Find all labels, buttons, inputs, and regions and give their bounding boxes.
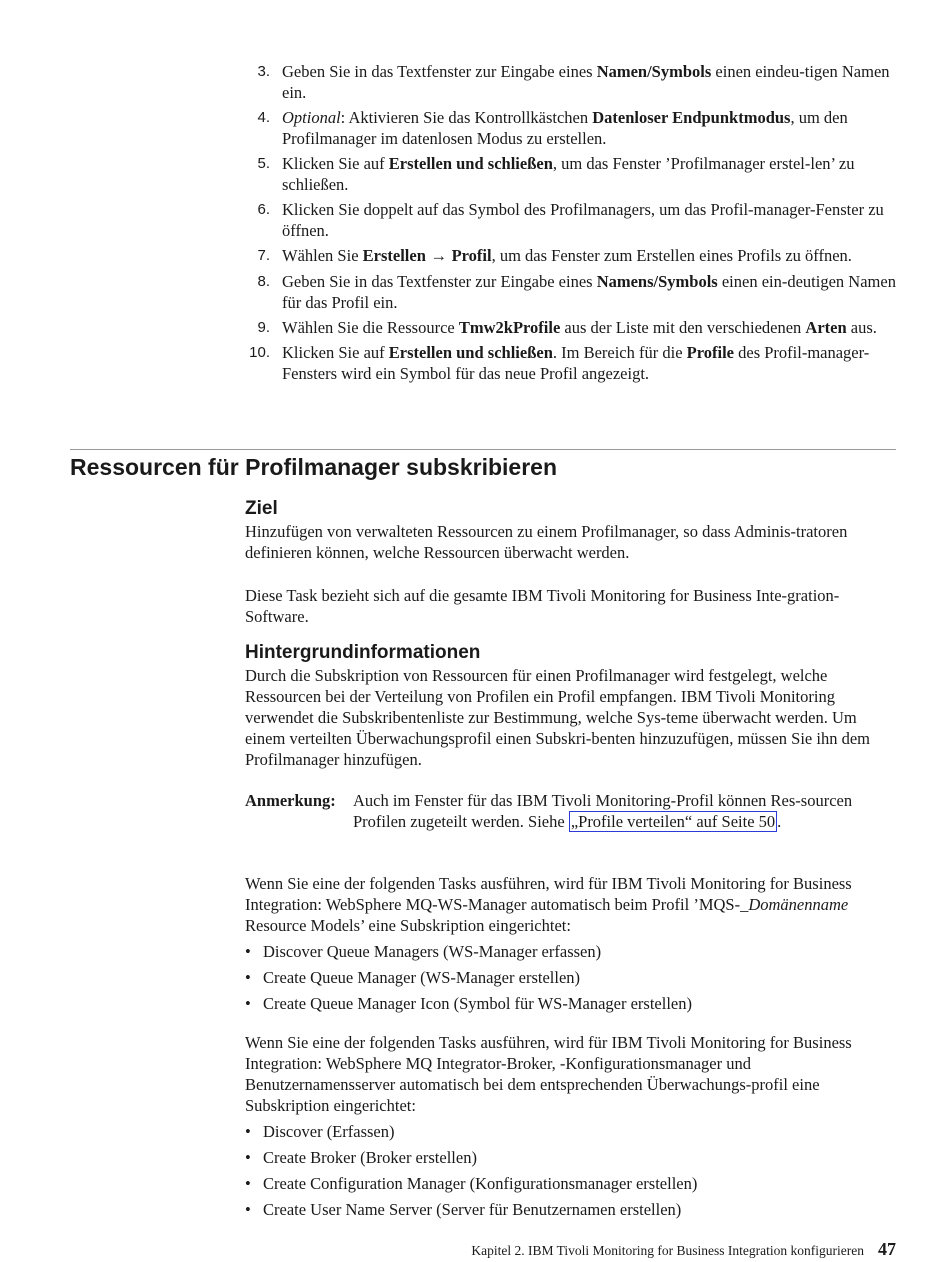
cross-reference-link[interactable]: „Profile verteilen“ auf Seite 50: [570, 812, 776, 831]
step-6: 6. Klicken Sie doppelt auf das Symbol des Profilmanagers, um das Profil-manager-Fenster zu öffnen.: [240, 199, 900, 241]
list-item: • Create Queue Manager (WS-Manager erstellen): [245, 968, 581, 987]
list-item: • Create User Name Server (Server für Benutzernamen erstellen): [245, 1200, 682, 1219]
note-label: Anmerkung:: [245, 791, 336, 810]
ziel-heading: Ziel: [245, 498, 278, 519]
step-number: 9.: [257, 319, 270, 336]
step-number: 8.: [257, 273, 270, 290]
page-footer: [471, 1238, 896, 1262]
list-item: • Discover Queue Managers (WS-Manager erfassen): [245, 942, 602, 961]
task-list-1: [245, 941, 895, 1014]
step-3: 3. Geben Sie in das Textfenster zur Eingabe eines Namen/Symbols einen eindeu-tigen Namen ein.: [240, 61, 900, 103]
list-item: • Create Broker (Broker erstellen): [245, 1148, 477, 1167]
step-number: 5.: [257, 155, 270, 172]
hintergrund-block: [245, 641, 895, 770]
step-8: 8. Geben Sie in das Textfenster zur Eingabe eines Namens/Symbols einen ein-deutigen Namen für das Profil ein.: [240, 271, 900, 313]
step-number: 3.: [257, 63, 270, 80]
bullet-icon: •: [245, 1174, 251, 1193]
chapter-title: Kapitel 2. IBM Tivoli Monitoring for Business Integration konfigurieren: [471, 1243, 864, 1258]
list-item: • Discover (Erfassen): [245, 1122, 395, 1141]
bullet-icon: •: [245, 1148, 251, 1167]
bullet-icon: •: [245, 1122, 251, 1141]
step-9: 9. Wählen Sie die Ressource Tmw2kProfile aus der Liste mit den verschiedenen Arten aus.: [240, 317, 900, 338]
mq-tasks-block-1: [245, 873, 895, 1014]
ziel-paragraph: Hinzufügen von verwalteten Ressourcen zu einem Profilmanager, so dass Adminis-tratoren definieren können, welche Ressourcen überwacht werden.: [245, 522, 848, 562]
step-7: 7. Wählen Sie Erstellen → Profil, um das Fenster zum Erstellen eines Profils zu öffnen.: [240, 245, 900, 267]
list-item: • Create Queue Manager Icon (Symbol für WS-Manager erstellen): [245, 994, 692, 1013]
step-10: 10. Klicken Sie auf Erstellen und schließen. Im Bereich für die Profile des Profil-manager-Fensters wird ein Symbol für das neue Profil angezeigt.: [240, 342, 900, 384]
bullet-icon: •: [245, 1200, 251, 1219]
step-5: 5. Klicken Sie auf Erstellen und schließen, um das Fenster ’Profilmanager erstel-len’ zu schließen.: [240, 153, 900, 195]
bullet-icon: •: [245, 968, 251, 987]
step-number: 6.: [257, 201, 270, 218]
scope-paragraph: Diese Task bezieht sich auf die gesamte IBM Tivoli Monitoring for Business Inte-gration-Software.: [245, 586, 840, 626]
note-text: Auch im Fenster für das IBM Tivoli Monitoring-Profil können Res-sourcen Profilen zugeteilt werden. Siehe „Profile verteilen“ auf Seite 50 .: [353, 791, 853, 831]
step-number: 4.: [257, 109, 270, 126]
note-block: [245, 790, 895, 832]
step-4: 4. Optional: Aktivieren Sie das Kontrollkästchen Datenloser Endpunktmodus, um den Profilmanager im datenlosen Modus zu erstellen.: [240, 107, 900, 149]
section-divider: [70, 449, 896, 450]
scope-paragraph-block: [245, 585, 895, 627]
mq-tasks-block-2: [245, 1032, 895, 1220]
step-number: 7.: [257, 247, 270, 264]
step-number: 10.: [249, 344, 270, 361]
mq-paragraph-2: Wenn Sie eine der folgenden Tasks ausführen, wird für IBM Tivoli Monitoring for Business Integration: WebSphere MQ Integrator-Broker, -Konfigurationsmanager und Benutzernamensserver automatisch bei dem entsprechenden Überwachungs-profil eine Subskription eingerichtet:: [245, 1033, 852, 1115]
bullet-icon: •: [245, 994, 251, 1013]
arrow-right-icon: →: [425, 247, 452, 265]
section-title: Ressourcen für Profilmanager subskribieren: [70, 454, 557, 480]
task-list-2: [245, 1121, 895, 1220]
list-item: • Create Configuration Manager (Konfigurationsmanager erstellen): [245, 1174, 698, 1193]
page-number: 47: [878, 1239, 896, 1259]
hintergrund-paragraph: Durch die Subskription von Ressourcen für einen Profilmanager wird festgelegt, welche Ressourcen bei der Verteilung von Profilen ein Profil empfangen. IBM Tivoli Monitoring verwendet die Subskribentenliste zur Bestimmung, welche Sys-teme überwacht werden. Um einem verteilten Überwachungsprofil einen Subskri-benten hinzuzufügen, müssen Sie ihn dem Profilmanager hinzufügen.: [245, 666, 871, 769]
mq-paragraph-1: Wenn Sie eine der folgenden Tasks ausführen, wird für IBM Tivoli Monitoring for Business Integration: WebSphere MQ-WS-Manager automatisch beim Profil ’MQS-_Domänenname Resource Models’ eine Subskription eingerichtet:: [245, 874, 852, 935]
ziel-block: [245, 497, 895, 563]
bullet-icon: •: [245, 942, 251, 961]
hintergrund-heading: Hintergrundinformationen: [245, 642, 481, 663]
procedure-steps: [240, 61, 900, 388]
